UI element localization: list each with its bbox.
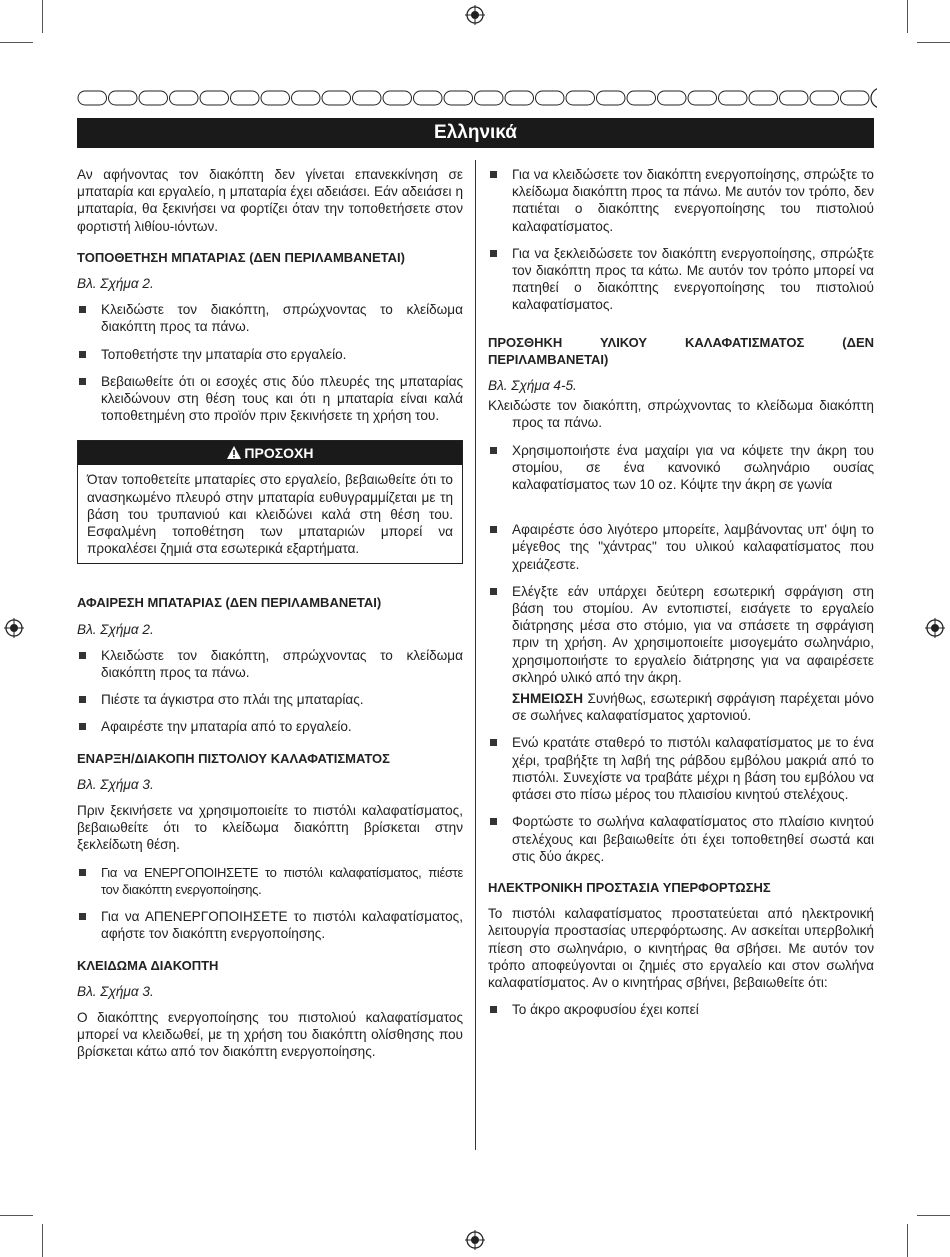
language-tab [475, 91, 504, 105]
section-heading: ΚΛΕΙΔΩΜΑ ΔΙΑΚΟΠΤΗ [77, 957, 219, 973]
language-tab [78, 91, 107, 105]
crop-mark [907, 0, 908, 33]
list-item: Τοποθετήστε την μπαταρία στο εργαλείο. [77, 346, 463, 363]
language-tab [200, 91, 229, 105]
paragraph: Κλειδώστε τον διακόπτη, σπρώχνοντας το κλείδωμα διακόπτη προς τα πάνω. [488, 398, 874, 431]
list-item: Χρησιμοποιήστε ένα μαχαίρι για να κόψετε την άκρη του στομίου, σε ένα κανονικό σωληνάριο ουσίας καλαφατίσματος των 10 oz. Κόψτε την άκρη σε γωνία [488, 442, 874, 494]
language-tab [292, 91, 321, 105]
language-tab [170, 91, 199, 105]
language-tab [139, 91, 168, 105]
list-item: Αφαιρέστε την μπαταρία από το εργαλείο. [77, 718, 463, 735]
crop-mark [42, 1224, 43, 1257]
language-tab [749, 91, 778, 105]
registration-mark-icon [465, 5, 485, 25]
language-tab [109, 91, 138, 105]
language-tab-active [871, 88, 877, 108]
language-tab [658, 91, 687, 105]
crop-mark [42, 0, 43, 33]
language-tabs [77, 87, 877, 109]
right-column [488, 166, 874, 1028]
crop-mark [917, 42, 950, 43]
language-tab [780, 91, 809, 105]
note-text: Συνήθως, εσωτερική σφράγιση παρέχεται μόνο σε σωλήνες καλαφατίσματος χαρτονιού. [512, 691, 874, 724]
language-tab [841, 91, 870, 105]
language-tab [383, 91, 412, 105]
list-item: Για να ΕΝΕΡΓΟΠΟΙΗΣΕΤΕ το πιστόλι καλαφατίσματος, πιέστε τον διακόπτη ενεργοποίησης. [77, 864, 463, 898]
warning-text: Όταν τοποθετείτε μπαταρίες στο εργαλείο, βεβαιωθείτε ότι το ανασηκωμένο πλευρό στην μπαταρία ευθυγραμμίζεται με τη βάση του τρυπανιού και κλειδώνει καλά στη θέση του. Εσφαλμένη τοποθέτηση των μπαταριών μπορεί να προκαλέσει ζημιά στα εσωτερικά εξαρτήματα. [87, 472, 453, 557]
language-tab [566, 91, 595, 105]
section-heading: ΕΝΑΡΞΗ/ΔΙΑΚΟΠΗ ΠΙΣΤΟΛΙΟΥ ΚΑΛΑΦΑΤΙΣΜΑΤΟΣ [77, 750, 390, 766]
list-item: Αφαιρέστε όσο λιγότερο μπορείτε, λαμβάνοντας υπ' όψη το μέγεθος της "χάντρας" του υλικού καλαφατίσματος που χρειάζεστε. [488, 521, 874, 573]
section-heading: ΑΦΑΙΡΕΣΗ ΜΠΑΤΑΡΙΑΣ (ΔΕΝ ΠΕΡΙΛΑΜΒΑΝΕΤΑΙ) [77, 595, 382, 611]
section-heading: ΗΛΕΚΤΡΟΝΙΚΗ ΠΡΟΣΤΑΣΙΑ ΥΠΕΡΦΟΡΤΩΣΗΣ [488, 879, 771, 895]
warning-header [78, 441, 462, 465]
language-tab [353, 91, 382, 105]
warning-box [77, 440, 463, 564]
list-item: Βεβαιωθείτε ότι οι εσοχές στις δύο πλευρές της μπαταρίας κλειδώνουν στη θέση τους και ότι η μπαταρία είναι καλά τοποθετημένη στο προϊόν πριν ξεκινήσετε τη χρήση του. [77, 373, 463, 425]
language-tab [688, 91, 717, 105]
language-tab [810, 91, 839, 105]
figure-reference: Βλ. Σχήμα 3. [77, 776, 154, 792]
left-column [77, 166, 463, 1071]
section-heading: ΠΡΟΣΘΗΚΗ ΥΛΙΚΟΥ ΚΑΛΑΦΑΤΙΣΜΑΤΟΣ (ΔΕΝ ΠΕΡΙΛΑΜΒΑΝΕΤΑΙ) [488, 334, 874, 367]
language-banner: Ελληνικά [77, 118, 874, 148]
language-tab [597, 91, 626, 105]
language-tab [414, 91, 443, 105]
section-heading: ΤΟΠΟΘΕΤΗΣΗ ΜΠΑΤΑΡΙΑΣ (ΔΕΝ ΠΕΡΙΛΑΜΒΑΝΕΤΑΙ) [77, 249, 405, 265]
registration-mark-icon [925, 618, 945, 638]
crop-mark [0, 1215, 33, 1216]
list-item: Για να κλειδώσετε τον διακόπτη ενεργοποίησης, σπρώξτε το κλείδωμα διακόπτη προς τα πάνω. Με αυτόν τον τρόπο, δεν πατιέται ο διακόπτης ενεργοποίησης του πιστολιού καλαφατίσματος. [488, 166, 874, 235]
list-item: Ελέγξτε εάν υπάρχει δεύτερη εσωτερική σφράγιση στη βάση του στομίου. Αν εντοπιστεί, εισάγετε το εργαλείο διάτρησης μέσα στο στόμιο, για να σπάσετε τη σφράγιση πριν τη χρήση. Αν χρησιμοποιείτε μισογεμάτο σωληνάριο, χρησιμοποιήστε το εργαλείο διάτρησης για να αφαιρέσετε σκληρό υλικό από την άκρη. [488, 583, 874, 686]
column-divider [475, 160, 476, 1150]
warning-title: ΠΡΟΣΟΧΗ [244, 445, 314, 462]
figure-reference: Βλ. Σχήμα 2. [77, 621, 154, 637]
list-item: Κλειδώστε τον διακόπτη, σπρώχνοντας το κλείδωμα διακόπτη προς τα πάνω. [77, 647, 463, 681]
list-item: Για να ΑΠΕΝΕΡΓΟΠΟΙΗΣΕΤΕ το πιστόλι καλαφατίσματος, αφήστε τον διακόπτη ενεργοποίησης. [77, 908, 463, 942]
paragraph: Το πιστόλι καλαφατίσματος προστατεύεται από ηλεκτρονική λειτουργία προστασίας υπερφόρτωσης. Αν ασκείται υπερβολική πίεση στο σωληνάριο, ο κινητήρας θα σβήσει. Με αυτόν τον τρόπο αποφεύγονται οι ζημιές στο εργαλείο και στον σωλήνα καλαφατίσματος. Αν ο κινητήρας σβήνει, βεβαιωθείτε ότι: [488, 906, 874, 990]
note [488, 690, 874, 724]
warning-icon [227, 446, 241, 459]
paragraph: Πριν ξεκινήσετε να χρησιμοποιείτε το πιστόλι καλαφατίσματος, βεβαιωθείτε ότι το κλείδωμα διακόπτη βρίσκεται στην ξεκλείδωτη θέση. [77, 803, 463, 853]
crop-mark [0, 42, 33, 43]
language-tab [536, 91, 565, 105]
list-item: Για να ξεκλειδώσετε τον διακόπτη ενεργοποίησης, σπρώξτε τον διακόπτη προς τα κάτω. Με αυτόν τον τρόπο μπορεί να πατηθεί ο διακόπτης ενεργοποίησης του πιστολιού καλαφατίσματος. [488, 245, 874, 314]
language-tab [719, 91, 748, 105]
note-label: ΣΗΜΕΙΩΣΗ [512, 691, 584, 707]
crop-mark [907, 1224, 908, 1257]
list-item: Το άκρο ακροφυσίου έχει κοπεί [488, 1001, 874, 1018]
crop-mark [917, 1215, 950, 1216]
language-tab [322, 91, 351, 105]
paragraph: Ο διακόπτης ενεργοποίησης του πιστολιού καλαφατίσματος μπορεί να κλειδωθεί, με τη χρήση του διακόπτη ολίσθησης που βρίσκεται κάτω από τον διακόπτη ενεργοποίησης. [77, 1009, 463, 1060]
list-item: Κλειδώστε τον διακόπτη, σπρώχνοντας το κλείδωμα διακόπτη προς τα πάνω. [77, 301, 463, 335]
list-item: Ενώ κρατάτε σταθερό το πιστόλι καλαφατίσματος με το ένα χέρι, τραβήξτε τη λαβή της ράβδου εμβόλου μακριά από το πιστόλι. Συνεχίστε να τραβάτε μέχρι η βάση του εμβόλου να φτάσει στο πίσω μέρος του πλαισίου κινητού στελέχους. [488, 734, 874, 803]
registration-mark-icon [465, 1230, 485, 1250]
figure-reference: Βλ. Σχήμα 4-5. [488, 378, 577, 394]
language-tab [444, 91, 473, 105]
language-tab [505, 91, 534, 105]
figure-reference: Βλ. Σχήμα 3. [77, 983, 154, 999]
language-tab [261, 91, 290, 105]
figure-reference: Βλ. Σχήμα 2. [77, 276, 154, 292]
language-tab [627, 91, 656, 105]
list-item: Φορτώστε το σωλήνα καλαφατίσματος στο πλαίσιο κινητού στελέχους και βεβαιωθείτε ότι έχει τοποθετηθεί σωστά και στις δύο άκρες. [488, 813, 874, 865]
registration-mark-icon [4, 618, 24, 638]
language-tab [231, 91, 260, 105]
list-item: Πιέστε τα άγκιστρα στο πλάι της μπαταρίας. [77, 691, 463, 708]
intro-paragraph: Αν αφήνοντας τον διακόπτη δεν γίνεται επανεκκίνηση σε μπαταρία και εργαλείο, η μπαταρία έχει αδειάσει. Εάν αδειάσει η μπαταρία, θα ξεκινήσει να φορτίζει όταν την τοποθετήσετε στον φορτιστή λιθίου-ιόντων. [77, 167, 463, 234]
